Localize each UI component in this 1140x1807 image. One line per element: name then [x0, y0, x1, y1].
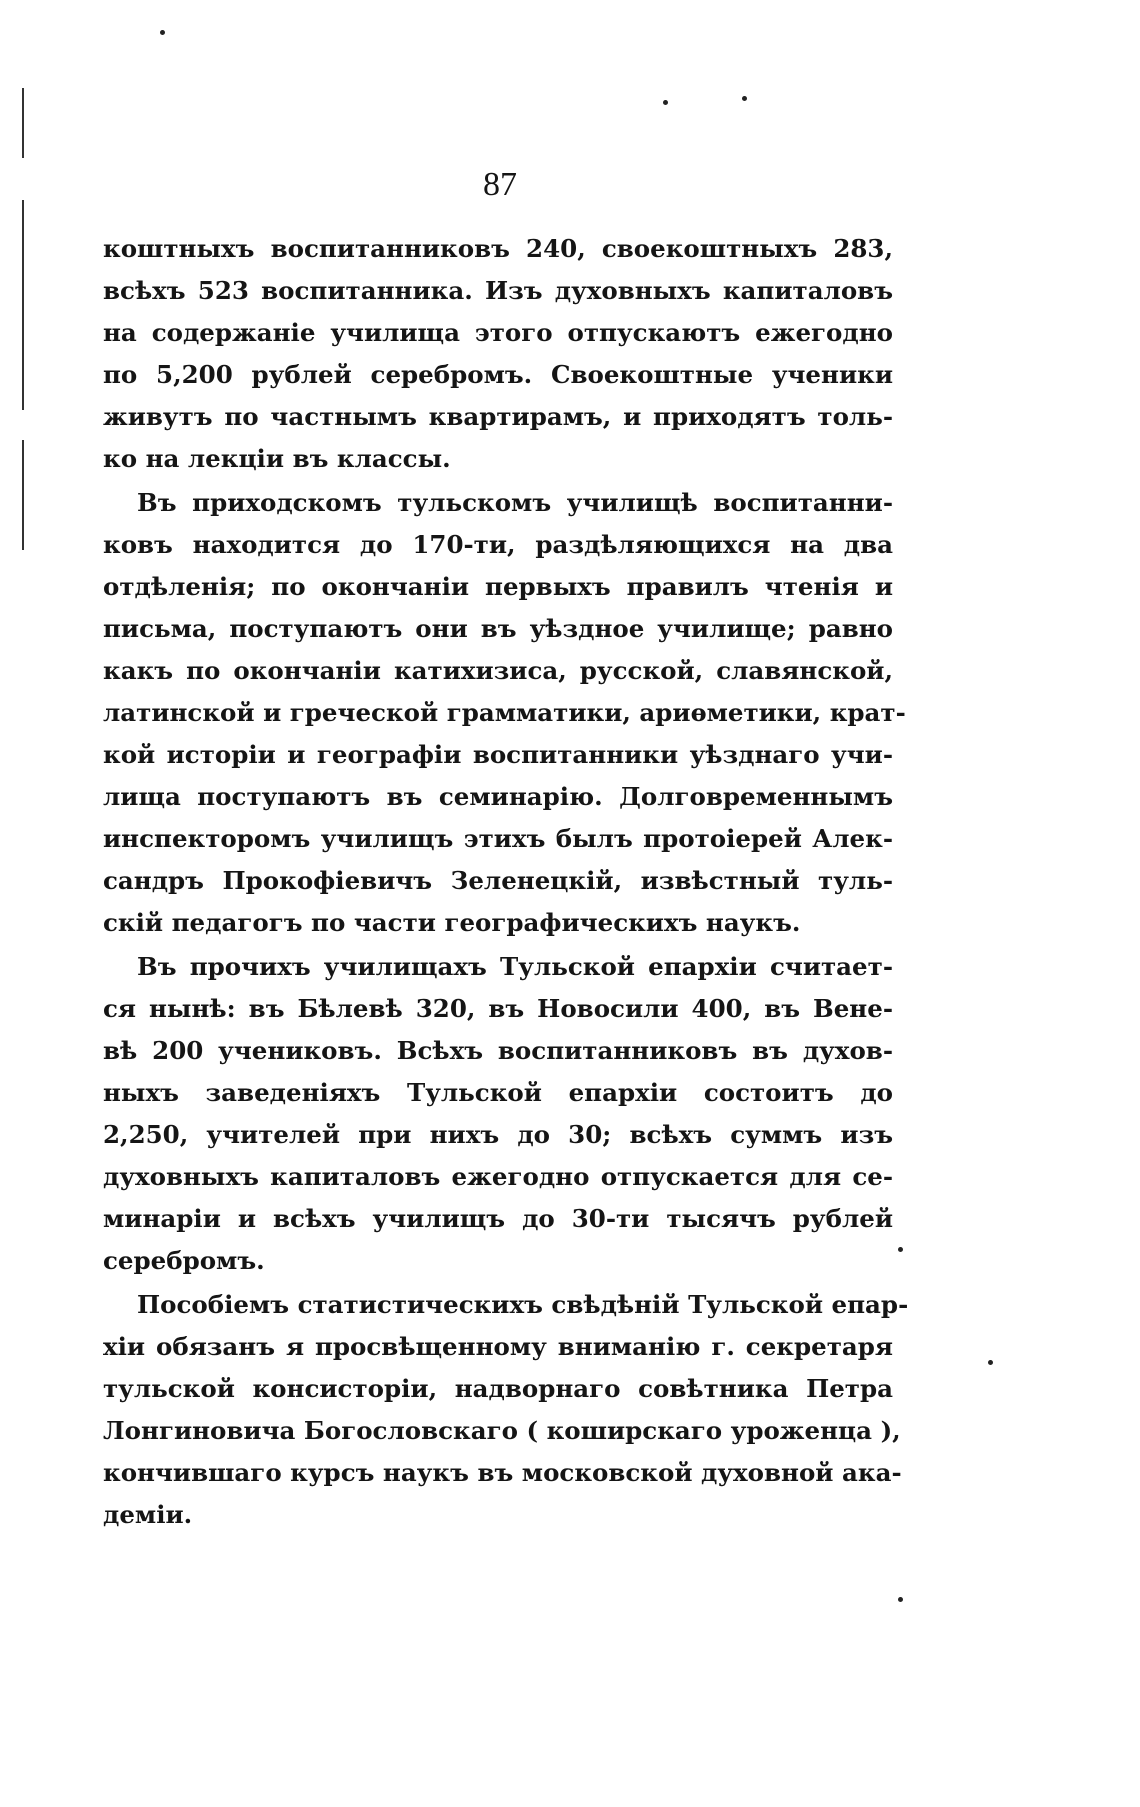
text-line: письма, поступаютъ они въ уѣздное училище; равно	[103, 614, 893, 643]
text-line: скій педагогъ по части географическихъ наукъ.	[103, 908, 801, 937]
text-line: ся нынѣ: въ Бѣлевѣ 320, въ Новосили 400, въ Вене-	[103, 994, 893, 1023]
text-line: кончившаго курсъ наукъ въ московской духовной ака-	[103, 1458, 902, 1487]
text-line: живутъ по частнымъ квартирамъ, и приходятъ толь-	[103, 402, 893, 431]
text-line: Въ прочихъ училищахъ Тульской епархіи считает-	[137, 952, 893, 981]
text-line: минаріи и всѣхъ училищъ до 30-ти тысячъ рублей	[103, 1204, 893, 1233]
text-line: лища поступаютъ въ семинарію. Долговременнымъ	[103, 782, 893, 811]
text-line: деміи.	[103, 1500, 193, 1529]
text-line: духовныхъ капиталовъ ежегодно отпускается для се-	[103, 1162, 893, 1191]
text-line: ныхъ заведеніяхъ Тульской епархіи состоитъ до	[103, 1078, 893, 1107]
page-body	[103, 228, 909, 1536]
text-line: серебромъ.	[103, 1246, 265, 1275]
scan-speck	[160, 30, 165, 35]
text-line: отдѣленія; по окончаніи первыхъ правилъ чтенія и	[103, 572, 893, 601]
text-line: хіи обязанъ я просвѣщенному вниманію г. секретаря	[103, 1332, 893, 1361]
text-line: на содержаніе училища этого отпускаютъ ежегодно	[103, 318, 893, 347]
text-line: всѣхъ 523 воспитанника. Изъ духовныхъ капиталовъ	[103, 276, 893, 305]
text-line: латинской и греческой грамматики, ариѳметики, крат-	[103, 698, 906, 727]
scan-speck	[988, 1360, 993, 1365]
scan-edge-mark	[22, 200, 24, 410]
text-line: инспекторомъ училищъ этихъ былъ протоіерей Алек-	[103, 824, 893, 853]
text-line: Пособіемъ статистическихъ свѣдѣній Тульской епар-	[137, 1290, 909, 1319]
paragraph-1	[103, 228, 893, 480]
scan-speck	[898, 1597, 903, 1602]
text-line: тульской консисторіи, надворнаго совѣтника Петра	[103, 1374, 893, 1403]
text-line: кой исторіи и географіи воспитанники уѣзднаго учи-	[103, 740, 893, 769]
text-line: коштныхъ воспитанниковъ 240, своекоштныхъ 283,	[103, 234, 893, 263]
text-line: ко на лекціи въ классы.	[103, 444, 451, 473]
scan-speck	[663, 100, 668, 105]
paragraph-4	[103, 1284, 909, 1536]
text-line: вѣ 200 учениковъ. Всѣхъ воспитанниковъ въ духов-	[103, 1036, 893, 1065]
paragraph-3	[103, 946, 893, 1282]
text-line: по 5,200 рублей серебромъ. Своекоштные ученики	[103, 360, 893, 389]
text-line: Въ приходскомъ тульскомъ училищѣ воспитанни-	[137, 488, 893, 517]
text-line: какъ по окончаніи катихизиса, русской, славянской,	[103, 656, 893, 685]
page-number: 87	[483, 166, 517, 203]
text-line: сандръ Прокофіевичъ Зеленецкій, извѣстный туль-	[103, 866, 893, 895]
scan-edge-mark	[22, 440, 24, 550]
scan-speck	[898, 1247, 903, 1252]
scan-speck	[742, 96, 747, 101]
text-line: ковъ находится до 170-ти, раздѣляющихся на два	[103, 530, 893, 559]
text-line: Лонгиновича Богословскаго ( коширскаго уроженца ),	[103, 1416, 901, 1445]
paragraph-2	[103, 482, 906, 944]
text-line: 2,250, учителей при нихъ до 30; всѣхъ суммъ изъ	[103, 1120, 893, 1149]
scan-edge-mark	[22, 88, 24, 158]
